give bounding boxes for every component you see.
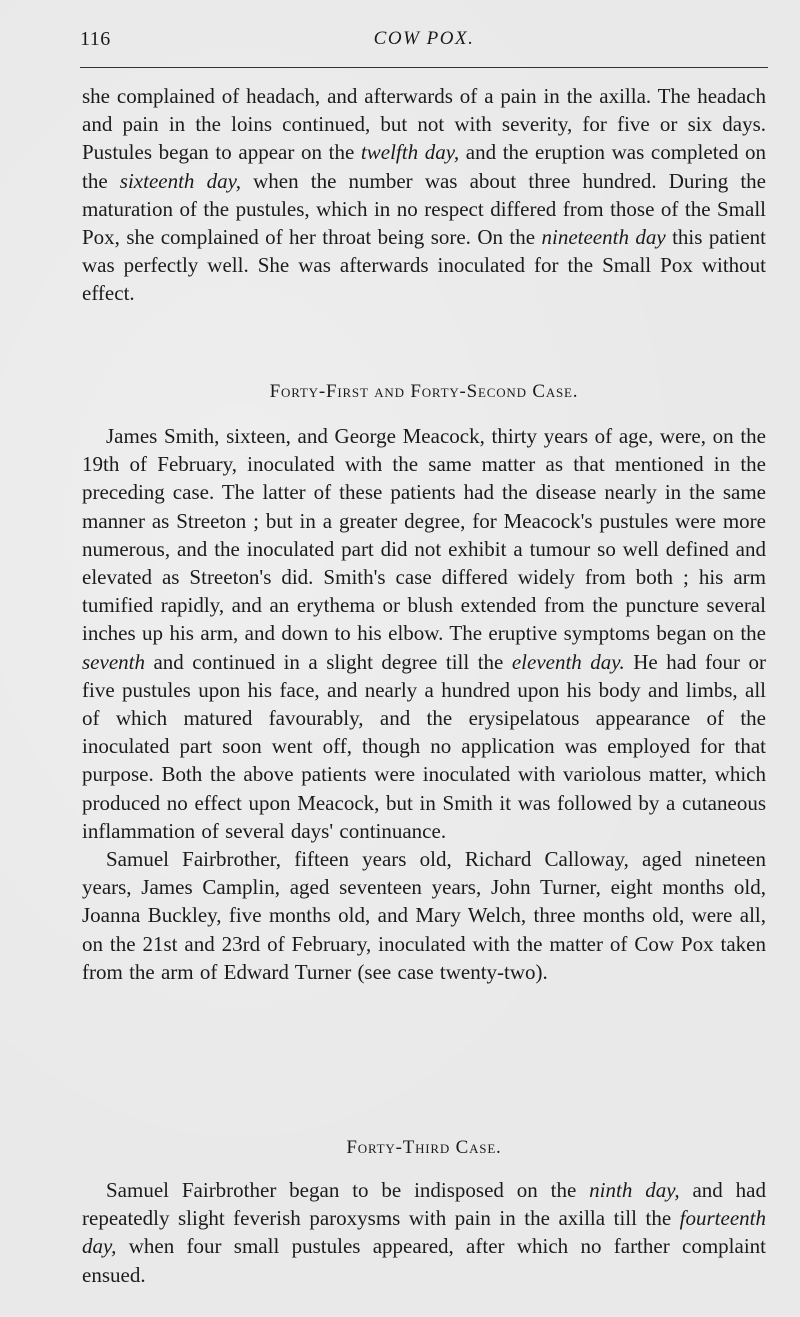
page-number: 116 [80, 28, 111, 50]
paragraph-text: she complained of headach, and afterwards of a pain in the axilla. The headach and pain in the loins continued, but not with severity, for five or six days. Pustules began to appear on the [82, 84, 766, 165]
paragraph [82, 1176, 766, 1289]
continued-paragraph [82, 82, 766, 308]
running-head: COW POX. [373, 28, 475, 49]
page-header [80, 28, 768, 58]
section-heading: Forty-Third Case. [346, 1137, 502, 1158]
paragraph [82, 82, 766, 308]
header-rule [80, 67, 768, 68]
paragraph-text: when four small pustules appeared, after which no farther complaint ensued. [82, 1234, 766, 1287]
paragraph [82, 422, 766, 845]
italic-text: sixteenth day, [119, 168, 241, 193]
paragraph-text: when the number was about three hundred. During the maturation of the pustules, which in no respect differed from those of the Small Pox, she complained of her throat being sore. On the [82, 168, 766, 250]
paragraph-text: James Smith, sixteen, and George Meacock, thirty years of age, were, on the 19th of February, inoculated with the same matter as that mentioned in the preceding case. The latter of these patients had the disease nearly in the same manner as Streeton ; but in a greater degree, for Meacock's pustules were more numerous, and the inoculated part did not exhibit a tumour so well defined and elevated as Streeton's did. Smith's case differed widely from both ; his arm tumified rapidly, and an erythema or blush extended from the puncture several inches up his arm, and down to his elbow. The eruptive symptoms began on the [82, 424, 766, 646]
paragraph-text: Samuel Fairbrother began to be indisposed on the [106, 1178, 590, 1202]
paragraph-text: and the eruption was completed on the [82, 140, 767, 193]
paragraph-text: and continued in a slight degree till the [144, 649, 512, 674]
italic-text: twelfth day, [360, 140, 460, 165]
italic-text: ninth day, [589, 1178, 680, 1202]
italic-text: eleventh day. [511, 649, 625, 674]
paragraph-text: and had repeatedly slight feverish paroxysms with pain in the axilla till the [82, 1178, 766, 1231]
paragraph [82, 845, 766, 986]
italic-text: nineteenth day [541, 225, 666, 250]
paragraph-text: He had four or five pustules upon his face, and nearly a hundred upon his body and limbs, all of which matured favourably, and the erysipelatous appearance of the inoculated part soon went off, though no application was employed for that purpose. Both the above patients were inoculated with variolous matter, which produced no effect upon Meacock, but in Smith it was followed by a cutaneous inflammation of several days' continuance. [82, 649, 766, 843]
case-text [82, 422, 766, 986]
paragraph-text: Samuel Fairbrother, fifteen years old, Richard Calloway, aged nineteen years, James Camplin, aged seventeen years, John Turner, eight months old, Joanna Buckley, five months old, and Mary Welch, three months old, were all, on the 21st and 23rd of February, inoculated with the matter of Cow Pox taken from the arm of Edward Turner (see case twenty-two). [82, 847, 766, 984]
section-heading: Forty-First and Forty-Second Case. [269, 381, 579, 402]
italic-text: fourteenth day, [82, 1206, 766, 1259]
italic-text: seventh [82, 649, 145, 674]
case-text [82, 1176, 766, 1289]
paragraph-text: this patient was perfectly well. She was afterwards inoculated for the Small Pox without effect. [82, 225, 766, 306]
